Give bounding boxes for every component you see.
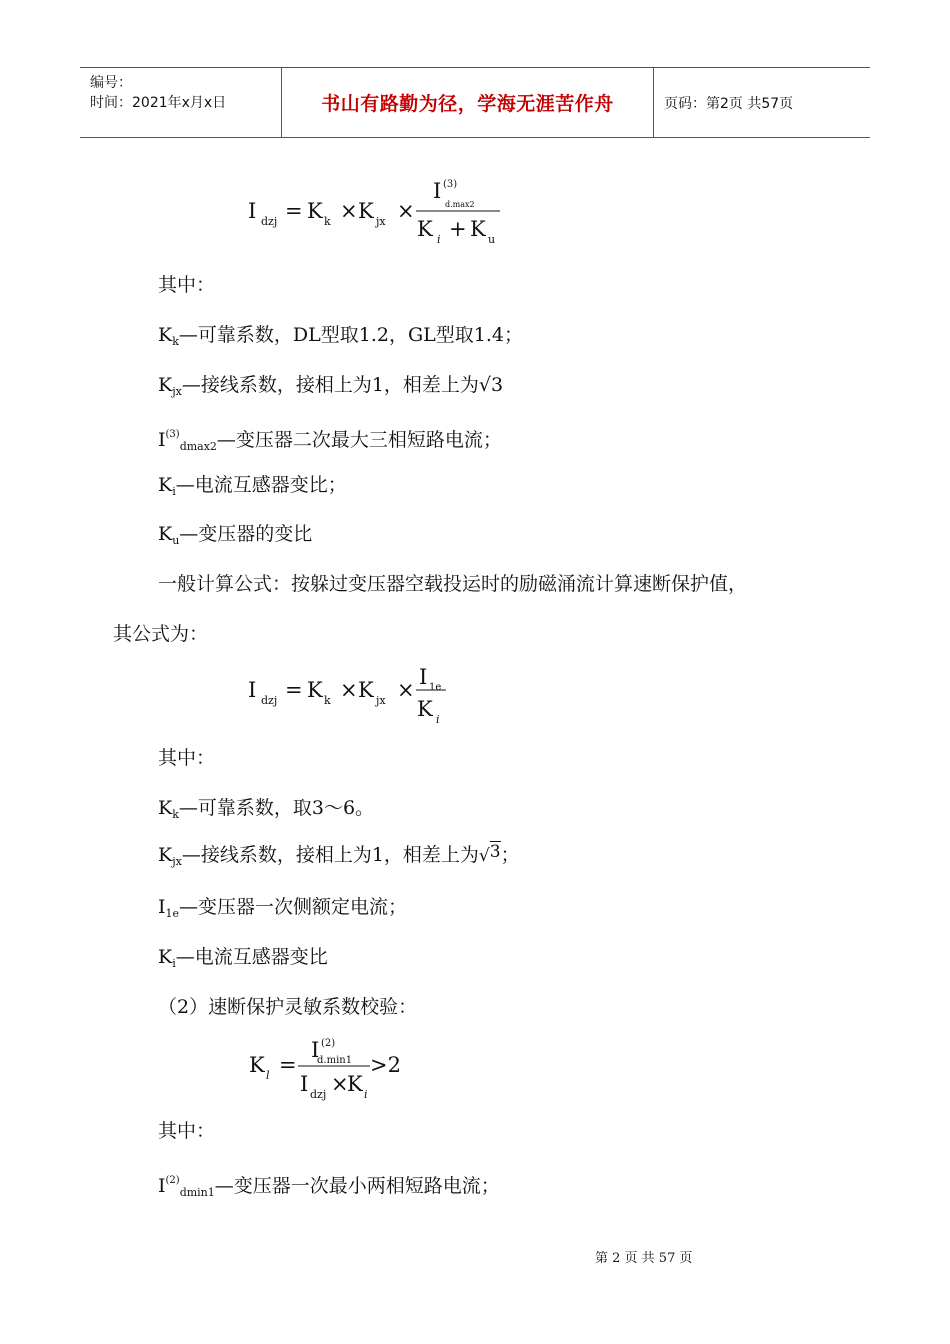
formula-1-den-b: K	[470, 217, 486, 241]
symbol: K	[158, 946, 173, 968]
formula-3-lhs: K	[249, 1053, 265, 1077]
sqrt-symbol: √	[478, 846, 490, 866]
header-page-info: 页码：第2页 共57页	[664, 95, 794, 112]
definition-text: —变压器一次侧额定电流；	[179, 896, 408, 918]
definition-text: —接线系数，接相上为1，相差上为√3	[181, 374, 504, 396]
page-footer: 第 2 页 共 57 页	[595, 1251, 693, 1266]
formula-1-num-sub: d.max2	[445, 200, 475, 209]
section-2-heading: （2）速断保护灵敏系数校验：	[158, 996, 418, 1018]
symbol-sub: k	[172, 335, 179, 348]
formula-2-lhs-sub: dzj	[261, 694, 278, 707]
symbol-sup: (3)	[165, 429, 180, 440]
formula-3-lhs-sub: l	[266, 1069, 270, 1082]
symbol-sub: jx	[172, 855, 182, 868]
symbol: K	[158, 374, 173, 396]
header-date-label: 时间：2021年x月x日	[90, 95, 227, 111]
formula-1-lhs: I	[248, 199, 257, 223]
formula-1-plus: +	[449, 217, 467, 241]
symbol: K	[158, 474, 173, 496]
header-number-label: 编号：	[90, 75, 132, 91]
definition-text: —变压器一次最小两相短路电流；	[214, 1175, 500, 1197]
block-2-line-1	[158, 796, 374, 827]
symbol-sub: dmin1	[179, 1186, 215, 1199]
formula-1-num-sup: (3)	[443, 179, 458, 190]
symbol: K	[158, 844, 173, 866]
symbol-sub: 1e	[165, 907, 180, 920]
formula-3-eq: =	[279, 1053, 297, 1077]
definition-text: —电流互感器变比；	[175, 474, 347, 496]
paragraph-line-1: 一般计算公式：按躲过变压器空载投运时的励磁涌流计算速断保护值，	[158, 573, 748, 595]
symbol-sub: i	[172, 485, 176, 498]
formula-1-k1: K	[307, 199, 323, 223]
formula-2-times2: ×	[397, 678, 415, 702]
block-1-line-2	[158, 373, 503, 404]
formula-1-lhs-sub: dzj	[261, 215, 278, 228]
symbol: K	[158, 523, 173, 545]
block-3-intro: 其中：	[158, 1120, 216, 1142]
header-motto: 书山有路勤为径，学海无涯苦作舟	[282, 68, 654, 137]
block-2-line-2	[158, 840, 520, 874]
formula-1-k1-sub: k	[324, 215, 331, 228]
formula-2-den: K	[417, 697, 433, 721]
sqrt-radicand: 3	[489, 842, 501, 862]
formula-3-num-sup: (2)	[321, 1038, 336, 1049]
symbol-sub: jx	[172, 385, 182, 398]
symbol-sub: u	[172, 534, 180, 547]
block-2-line-4	[158, 945, 328, 976]
block-1-line-3	[158, 423, 502, 459]
formula-2-lhs: I	[248, 678, 257, 702]
formula-2-eq: =	[285, 678, 303, 702]
formula-2-num: I	[419, 665, 428, 689]
formula-2-k2-sub: jx	[376, 694, 386, 707]
formula-2-k1-sub: k	[324, 694, 331, 707]
symbol: I	[158, 429, 166, 451]
formula-1-num: I	[433, 179, 442, 203]
symbol-sup: (2)	[165, 1175, 180, 1186]
formula-2-times1: ×	[340, 678, 358, 702]
formula-3-num: I	[311, 1038, 320, 1062]
formula-1-k2-sub: jx	[376, 215, 386, 228]
block-3-line-1	[158, 1169, 500, 1205]
symbol-sub: dmax2	[179, 440, 217, 453]
formula-3-den-b: K	[347, 1072, 363, 1096]
formula-1-den-a: K	[417, 217, 433, 241]
formula-2-den-sub: i	[436, 713, 440, 726]
symbol: K	[158, 324, 173, 346]
formula-1-k2: K	[358, 199, 374, 223]
line-end: ；	[500, 844, 520, 866]
block-2-line-3	[158, 895, 407, 926]
formula-2-k1: K	[307, 678, 323, 702]
formula-3-rel: >2	[370, 1053, 401, 1077]
definition-text: —电流互感器变比	[175, 946, 328, 968]
formula-2-num-sub: 1e	[429, 682, 442, 693]
block-1-line-1	[158, 323, 523, 354]
symbol: I	[158, 896, 166, 918]
formula-3-den-a-sub: dzj	[310, 1088, 327, 1101]
block-2-intro: 其中：	[158, 747, 216, 769]
formula-3-num-sub: d.min1	[317, 1055, 353, 1066]
formula-1-eq: =	[285, 199, 303, 223]
definition-text: —可靠系数，取3～6。	[178, 797, 375, 819]
paragraph-line-2: 其公式为：	[113, 623, 209, 645]
formula-1-times1: ×	[340, 199, 358, 223]
definition-text: —变压器的变比	[179, 523, 313, 545]
definition-text: —变压器二次最大三相短路电流；	[216, 429, 502, 451]
formula-2-k2: K	[358, 678, 374, 702]
definition-text: —可靠系数，DL型取1.2，GL型取1.4；	[178, 324, 523, 346]
symbol: K	[158, 797, 173, 819]
formula-1-den-b-sub: u	[488, 233, 496, 246]
formula-1-times2: ×	[397, 199, 415, 223]
definition-text: —接线系数，接相上为1，相差上为	[181, 844, 479, 866]
symbol: I	[158, 1175, 166, 1197]
formula-1-den-a-sub: i	[437, 233, 441, 246]
symbol-sub: i	[172, 957, 176, 970]
block-1-line-4	[158, 473, 347, 504]
symbol-sub: k	[172, 808, 179, 821]
formula-3-den-b-sub: i	[364, 1088, 368, 1101]
formula-3-den-a: I	[300, 1072, 309, 1096]
block-1-line-5	[158, 522, 312, 553]
block-1-intro: 其中：	[158, 274, 216, 296]
formula-3-times: ×	[331, 1072, 349, 1096]
